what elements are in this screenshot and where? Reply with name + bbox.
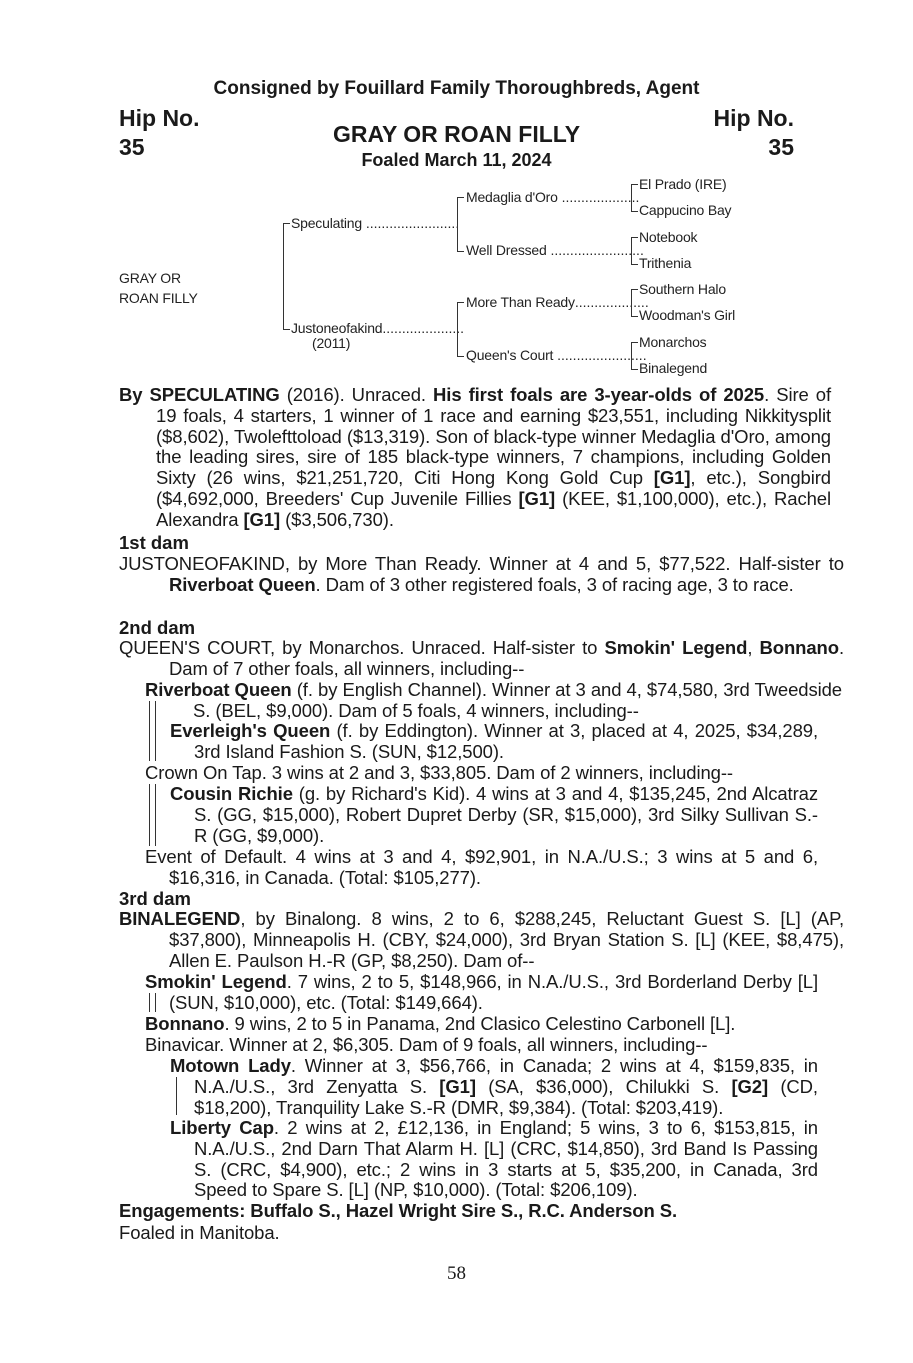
pedigree-bracket [283, 223, 290, 330]
second-dam-paragraph: QUEEN'S COURT, by Monarchos. Unraced. Half-sister to Smokin' Legend, Bonnano. Dam of 7 other foals, all winners, including-- [119, 637, 844, 679]
pedigree-gen3: Binalegend [639, 360, 708, 376]
pedigree-bracket [457, 302, 464, 357]
pedigree-horse: GRAY OR ROAN FILLY [119, 270, 198, 306]
page-number: 58 [447, 1263, 466, 1284]
pedigree-sire-sire: Medaglia d'Oro .................... [466, 189, 640, 205]
first-dam-heading: 1st dam [119, 532, 189, 553]
foaled-in: Foaled in Manitoba. [119, 1222, 280, 1243]
hip-number: 35 [119, 134, 145, 160]
pedigree-bracket [631, 342, 638, 370]
pedigree-gen3: Monarchos [639, 334, 707, 350]
pedigree-gen3: Southern Halo [639, 281, 726, 297]
pedigree-bracket [631, 289, 638, 317]
sire-paragraph: By SPECULATING (2016). Unraced. His first foals are 3-year-olds of 2025. Sire of 19 foals, 4 starters, 1 winner of 1 race and earning $23,551, including Nikkitysplit ($8,602), Twolefttoload ($13,319). Son of black-type winner Medaglia d'Oro, among the leading sires, sire of 185 black-type winners, 7 champions, including Golden Sixty (26 wins, $21,251,720, Citi Hong Kong Gold Cup [G1], etc.), Songbird ($4,692,000, Breeders' Cup Juvenile Fillies [G1] (KEE, $1,100,000), etc.), Rachel Alexandra [G1] ($3,506,730). [119, 384, 831, 530]
produce-bar [155, 701, 156, 761]
pedigree-gen3: Trithenia [639, 255, 692, 271]
pedigree-bracket [631, 184, 638, 212]
produce-crown-on-tap: Crown On Tap. 3 wins at 2 and 3, $33,805. Dam of 2 winners, including-- [145, 762, 733, 783]
third-dam-heading: 3rd dam [119, 888, 191, 909]
produce-cousin-richie: Cousin Richie (g. by Richard's Kid). 4 wins at 3 and 4, $135,245, 2nd Alcatraz S. (GG, $15,000), Robert Dupret Derby (SR, $15,000), 3rd Silky Sullivan S.-R (GG, $9,000). [170, 783, 818, 846]
first-dam-paragraph: JUSTONEOFAKIND, by More Than Ready. Winner at 4 and 5, $77,522. Half-sister to Riverboat Queen. Dam of 3 other registered foals, 3 of racing age, 3 to race. [119, 553, 844, 595]
hip-number: 35 [768, 134, 794, 160]
produce-bar [149, 784, 150, 846]
pedigree-sire-dam: Well Dressed ........................ [466, 242, 644, 258]
produce-everleighs-queen: Everleigh's Queen (f. by Eddington). Winner at 3, placed at 4, 2025, $34,289, 3rd Island Fashion S. (SUN, $12,500). [170, 720, 819, 762]
pedigree-gen3: Woodman's Girl [639, 307, 736, 323]
pedigree-sire: Speculating ........................ [291, 215, 460, 231]
produce-bar [155, 993, 156, 1012]
produce-bar [149, 701, 150, 761]
produce-bar [176, 1077, 177, 1115]
produce-bonnano: Bonnano. 9 wins, 2 to 5 in Panama, 2nd Clasico Celestino Carbonell [L]. [145, 1013, 736, 1034]
pedigree-bracket [457, 197, 464, 252]
produce-liberty-cap: Liberty Cap. 2 wins at 2, £12,136, in England; 5 wins, 3 to 6, $153,815, in N.A./U.S., 2nd Darn That Alarm H. [L] (CRC, $14,850), 3rd Band Is Passing S. (CRC, $4,900), etc.; 2 wins in 3 starts at 5, $35,200, in Canada, 3rd Speed to Spare S. [L] (NP, $10,000). (Total: $206,109). [170, 1117, 818, 1201]
produce-binavicar: Binavicar. Winner at 2, $6,305. Dam of 9 foals, all winners, including-- [145, 1034, 708, 1055]
pedigree-dam: Justoneofakind..................... [291, 320, 465, 336]
third-dam-paragraph: BINALEGEND, by Binalong. 8 wins, 2 to 6, $288,245, Reluctant Guest S. [L] (AP, $37,800), Minneapolis H. (CBY, $24,000), 3rd Bryan Station S. [L] (KEE, $8,475), Allen E. Paulson H.-R (GP, $8,250). Dam of-- [119, 908, 844, 971]
foaled-date: Foaled March 11, 2024 [361, 150, 552, 170]
produce-bar [149, 993, 150, 1012]
pedigree-gen3: Notebook [639, 229, 698, 245]
produce-event-of-default: Event of Default. 4 wins at 3 and 4, $92,901, in N.A./U.S.; 3 wins at 5 and 6, $16,316, in Canada. (Total: $105,277). [145, 846, 818, 888]
produce-motown-lady: Motown Lady. Winner at 3, $56,766, in Canada; 2 wins at 4, $159,835, in N.A./U.S., 3rd Zenyatta S. [G1] (SA, $36,000), Chilukki S. [G2] (CD, $18,200), Tranquility Lake S.-R (DMR, $9,384). (Total: $203,419). [170, 1055, 818, 1118]
engagements: Engagements: Buffalo S., Hazel Wright Sire S., R.C. Anderson S. [119, 1200, 678, 1221]
pedigree-dam-year: (2011) [312, 335, 351, 351]
produce-riverboat-queen: Riverboat Queen (f. by English Channel). Winner at 3 and 4, $74,580, 3rd Tweedside S. (BEL, $9,000). Dam of 5 foals, 4 winners, including-- [145, 679, 842, 721]
hip-label: Hip No. [119, 105, 200, 131]
hip-label: Hip No. [713, 105, 794, 131]
pedigree-gen3: El Prado (IRE) [639, 176, 727, 192]
pedigree-gen3: Cappucino Bay [639, 202, 732, 218]
second-dam-heading: 2nd dam [119, 617, 196, 638]
pedigree-dam-sire: More Than Ready................... [466, 294, 649, 310]
pedigree-bracket [631, 237, 638, 265]
produce-bar [155, 784, 156, 846]
consignor-line: Consigned by Fouillard Family Thoroughbreds, Agent [213, 78, 700, 99]
produce-smokin-legend: Smokin' Legend. 7 wins, 2 to 5, $148,966, in N.A./U.S., 3rd Borderland Derby [L] (SUN, $10,000), etc. (Total: $149,664). [145, 971, 818, 1013]
pedigree-dam-dam: Queen's Court ....................... [466, 347, 647, 363]
page-title: GRAY OR ROAN FILLY [332, 121, 581, 147]
